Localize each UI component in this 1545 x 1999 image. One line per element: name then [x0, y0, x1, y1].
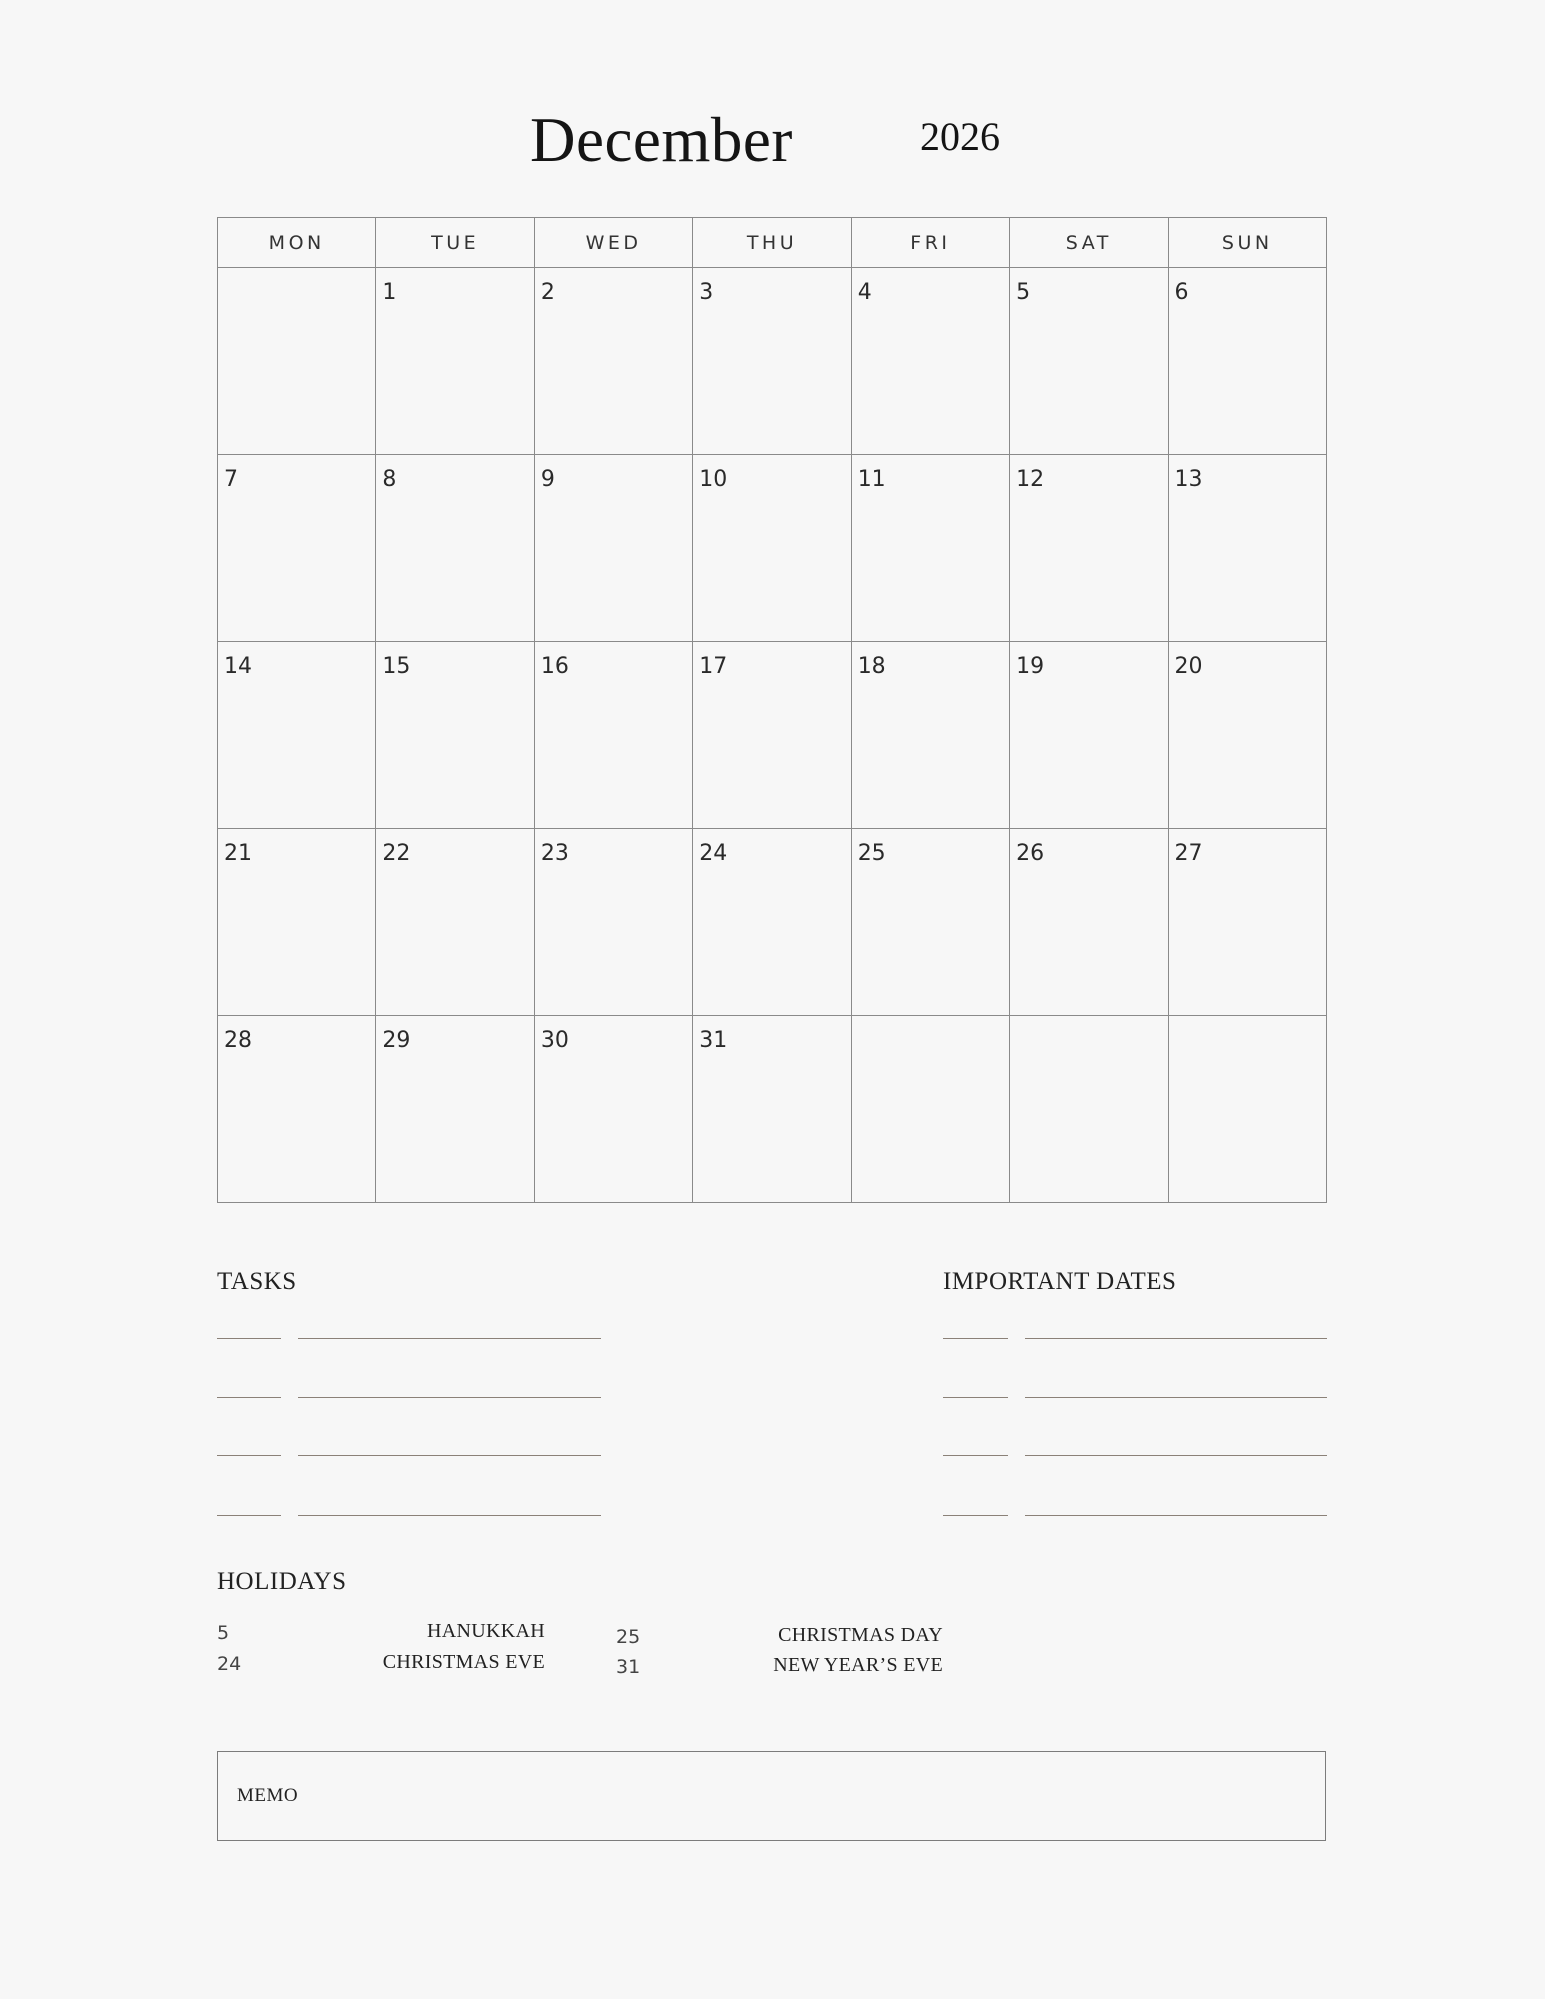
day-number: 27 [1174, 841, 1203, 866]
day-cell[interactable] [218, 642, 376, 829]
day-number: 5 [1016, 280, 1031, 305]
day-number: 17 [699, 654, 728, 679]
day-cell[interactable] [1168, 829, 1326, 1016]
task-date-line[interactable] [217, 1338, 281, 1339]
weekday-header: TUE [376, 218, 534, 268]
day-cell[interactable] [376, 455, 534, 642]
task-date-line[interactable] [217, 1397, 281, 1398]
weekday-header: SAT [1010, 218, 1168, 268]
day-cell[interactable] [693, 829, 851, 1016]
day-number: 15 [382, 654, 411, 679]
day-number: 2 [540, 280, 555, 305]
holidays-heading: HOLIDAYS [217, 1568, 347, 1595]
year-title: 2026 [920, 114, 1000, 159]
holiday-day: 31 [616, 1656, 641, 1678]
day-cell[interactable] [218, 455, 376, 642]
day-cell[interactable] [851, 455, 1009, 642]
day-number: 25 [857, 841, 886, 866]
day-cell[interactable] [534, 455, 692, 642]
important-date-line[interactable] [943, 1455, 1008, 1456]
month-title: December [530, 105, 793, 175]
day-number: 22 [382, 841, 411, 866]
memo-box[interactable] [217, 1751, 1326, 1841]
weekday-header: THU [693, 218, 851, 268]
day-cell[interactable] [1168, 455, 1326, 642]
task-text-line[interactable] [298, 1338, 601, 1339]
holiday-name: CHRISTMAS EVE [382, 1651, 545, 1673]
day-cell[interactable] [693, 642, 851, 829]
calendar-grid [217, 217, 1327, 1203]
important-date-line[interactable] [943, 1515, 1008, 1516]
holiday-day: 5 [217, 1622, 230, 1644]
memo-label: MEMO [237, 1785, 299, 1806]
day-number: 7 [224, 467, 238, 492]
day-cell[interactable] [851, 829, 1009, 1016]
day-cell[interactable] [376, 829, 534, 1016]
tasks-heading: TASKS [217, 1268, 297, 1295]
task-text-line[interactable] [298, 1515, 601, 1516]
day-cell[interactable] [1168, 1016, 1326, 1203]
day-cell[interactable] [534, 268, 692, 455]
day-number: 28 [224, 1028, 252, 1053]
day-cell[interactable] [1010, 1016, 1168, 1203]
weekday-header-row [218, 218, 1327, 268]
day-cell[interactable] [851, 1016, 1009, 1203]
day-cell[interactable] [376, 268, 534, 455]
day-cell[interactable] [376, 1016, 534, 1203]
week-row [218, 1016, 1327, 1203]
day-cell[interactable] [534, 642, 692, 829]
day-number: 20 [1174, 654, 1203, 679]
day-number: 16 [540, 654, 569, 679]
day-number: 19 [1016, 654, 1045, 679]
day-number: 3 [699, 280, 714, 305]
week-row [218, 829, 1327, 1016]
day-cell[interactable] [693, 455, 851, 642]
important-text-line[interactable] [1025, 1338, 1327, 1339]
day-number: 9 [540, 467, 555, 492]
day-cell[interactable] [1168, 642, 1326, 829]
day-number: 12 [1016, 467, 1045, 492]
important-text-line[interactable] [1025, 1455, 1327, 1456]
day-number: 10 [699, 467, 728, 492]
day-cell[interactable] [1010, 829, 1168, 1016]
important-dates-heading: IMPORTANT DATES [943, 1268, 1177, 1295]
task-date-line[interactable] [217, 1515, 281, 1516]
weekday-header: FRI [851, 218, 1009, 268]
task-text-line[interactable] [298, 1397, 601, 1398]
day-number: 29 [382, 1028, 411, 1053]
day-number: 1 [382, 280, 397, 305]
weekday-header: MON [218, 218, 376, 268]
day-number: 14 [224, 654, 252, 679]
day-cell[interactable] [693, 1016, 851, 1203]
day-cell[interactable] [218, 268, 376, 455]
day-cell[interactable] [1010, 268, 1168, 455]
day-number: 30 [540, 1028, 569, 1053]
important-text-line[interactable] [1025, 1515, 1327, 1516]
day-number: 8 [382, 467, 397, 492]
day-cell[interactable] [1168, 268, 1326, 455]
day-number: 23 [540, 841, 569, 866]
weekday-header: SUN [1168, 218, 1326, 268]
day-cell[interactable] [1010, 455, 1168, 642]
day-number: 18 [857, 654, 886, 679]
day-cell[interactable] [534, 1016, 692, 1203]
day-cell[interactable] [1010, 642, 1168, 829]
day-number: 4 [857, 280, 872, 305]
important-date-line[interactable] [943, 1397, 1008, 1398]
day-number: 26 [1016, 841, 1045, 866]
day-cell[interactable] [218, 1016, 376, 1203]
weekday-header: WED [534, 218, 692, 268]
day-number [1010, 1016, 1167, 1028]
day-number [1169, 1016, 1326, 1028]
day-number: 13 [1174, 467, 1203, 492]
day-number: 11 [857, 467, 886, 492]
day-number: 24 [699, 841, 728, 866]
day-number [852, 1016, 1009, 1028]
day-cell[interactable] [693, 268, 851, 455]
day-cell[interactable] [851, 642, 1009, 829]
day-number: 21 [224, 841, 252, 866]
holiday-name: HANUKKAH [427, 1620, 545, 1642]
important-text-line[interactable] [1025, 1397, 1327, 1398]
holiday-name: CHRISTMAS DAY [778, 1624, 943, 1646]
day-cell[interactable] [376, 642, 534, 829]
day-cell[interactable] [851, 268, 1009, 455]
day-cell[interactable] [534, 829, 692, 1016]
week-row [218, 642, 1327, 829]
task-text-line[interactable] [298, 1455, 601, 1456]
important-date-line[interactable] [943, 1338, 1008, 1339]
day-cell[interactable] [218, 829, 376, 1016]
holiday-day: 24 [217, 1653, 242, 1675]
task-date-line[interactable] [217, 1455, 281, 1456]
holiday-name: NEW YEAR’S EVE [773, 1654, 943, 1676]
holiday-day: 25 [616, 1626, 641, 1648]
week-row [218, 268, 1327, 455]
day-number [218, 268, 375, 280]
day-number: 31 [699, 1028, 728, 1053]
week-row [218, 455, 1327, 642]
day-number: 6 [1174, 280, 1189, 305]
